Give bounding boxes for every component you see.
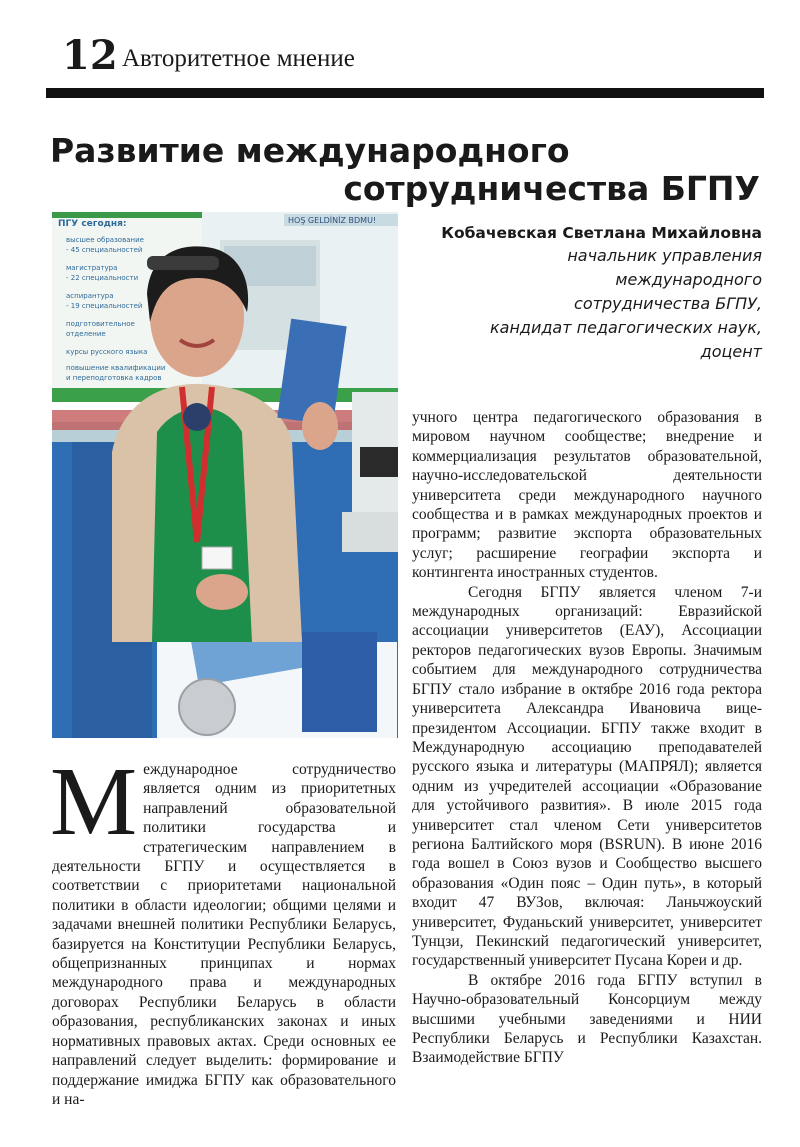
author-position-line: начальник управления (567, 246, 762, 265)
author-block (404, 222, 762, 364)
article-title-line-1: Развитие международного (50, 131, 570, 170)
text-column-right (412, 408, 762, 1068)
paragraph-3: В октябре 2016 года БГПУ вступил в Научно-образовательный Консорциум между высшими учебными заведениями и НИИ Республики Беларусь и Республики Казахстан. Взаимодействие БГПУ (412, 971, 762, 1067)
paragraph-1-continued: учного центра педагогического образования в мировом научном сообществе; внедрение и коммерциализация результатов образовательной, научно-исследовательской деятельности университета среди международного научного сообщества и в рамках международных проектов и программ; развитие экспорта образовательных услуг; расширение географии экспорта и контингента иностранных студентов. (412, 409, 762, 582)
text-column-left (50, 748, 396, 1109)
author-name: Кобачевская Светлана Михайловна (441, 224, 762, 242)
paragraph-1: Международное сотрудничество является одним из приоритетных направлений образовательной политики государства и стратегическим направлением в деятельности БГПУ и осуществляется в соответствии с приоритетами национальной политики в области идеологии; общими целями и задачами внешней политики Республики Беларусь, базируется на Конституции Республики Беларусь, общепризнанных принципах и нормах международного права и международных договорах Республики Беларусь в области образования, республиканских законах и иных нормативных правовых актах. Среди основных ее направлений следует выделить: формирование и поддержание имиджа БГПУ как образовательного и на- (50, 748, 396, 1108)
drop-cap: М (50, 748, 138, 856)
svg-text:ПГУ сегодня: высшее обра: ПГУ сегодня: высшее образование - 45 специальностей магистратура - 22 специальности аспирантура - 19 специальностей подготовительное отделение курсы русского языка повышение квалификации и переподготовка кадров (58, 219, 166, 382)
author-photo (52, 212, 398, 738)
article-title-line-2: сотрудничества БГПУ (343, 169, 760, 208)
section-title: Авторитетное мнение (122, 45, 355, 72)
paragraph-2: Сегодня БГПУ является членом 7-и международных организаций: Евразийской ассоциации университетов (ЕАУ), Ассоциации ректоров педагогических вузов Европы. Значимым событием для международного сотрудничества БГПУ стало избрание в октябре 2016 года ректора университета Александра Ивановича вице-президентом Ассоциации. БГПУ также входит в Международную ассоциацию преподавателей русского языка и литературы (МАПРЯЛ); является одним из учредителей ассоциации «Образование для устойчивого развития». В июле 2015 года университет стал членом Сети университетов региона Балтийского моря (BSRUN). В июне 2016 года вошел в Союз вузов и Сообщество высшего образования «Один пояс – Один путь», в который входит 47 ВУЗов, включая: Ланьчжоуский университет, Фуданьский университет, университет Тунцзи, Пекинский педагогический университет, государственный университет Пусана Кореи и др. (412, 583, 762, 970)
header-rule (46, 88, 764, 98)
page-header (60, 30, 760, 92)
author-position-line: доцент (700, 342, 762, 361)
author-position-line: международного (615, 270, 762, 289)
author-position-line: сотрудничества БГПУ, (574, 294, 762, 313)
page-number: 12 (62, 32, 118, 79)
author-photo-illustration (52, 212, 398, 738)
svg-text:HOŞ GELDİNİZ BDMU!: HOŞ GELDİNİZ BDMU! (288, 216, 377, 225)
article-title (50, 132, 762, 208)
author-position-line: кандидат педагогических наук, (489, 318, 762, 337)
